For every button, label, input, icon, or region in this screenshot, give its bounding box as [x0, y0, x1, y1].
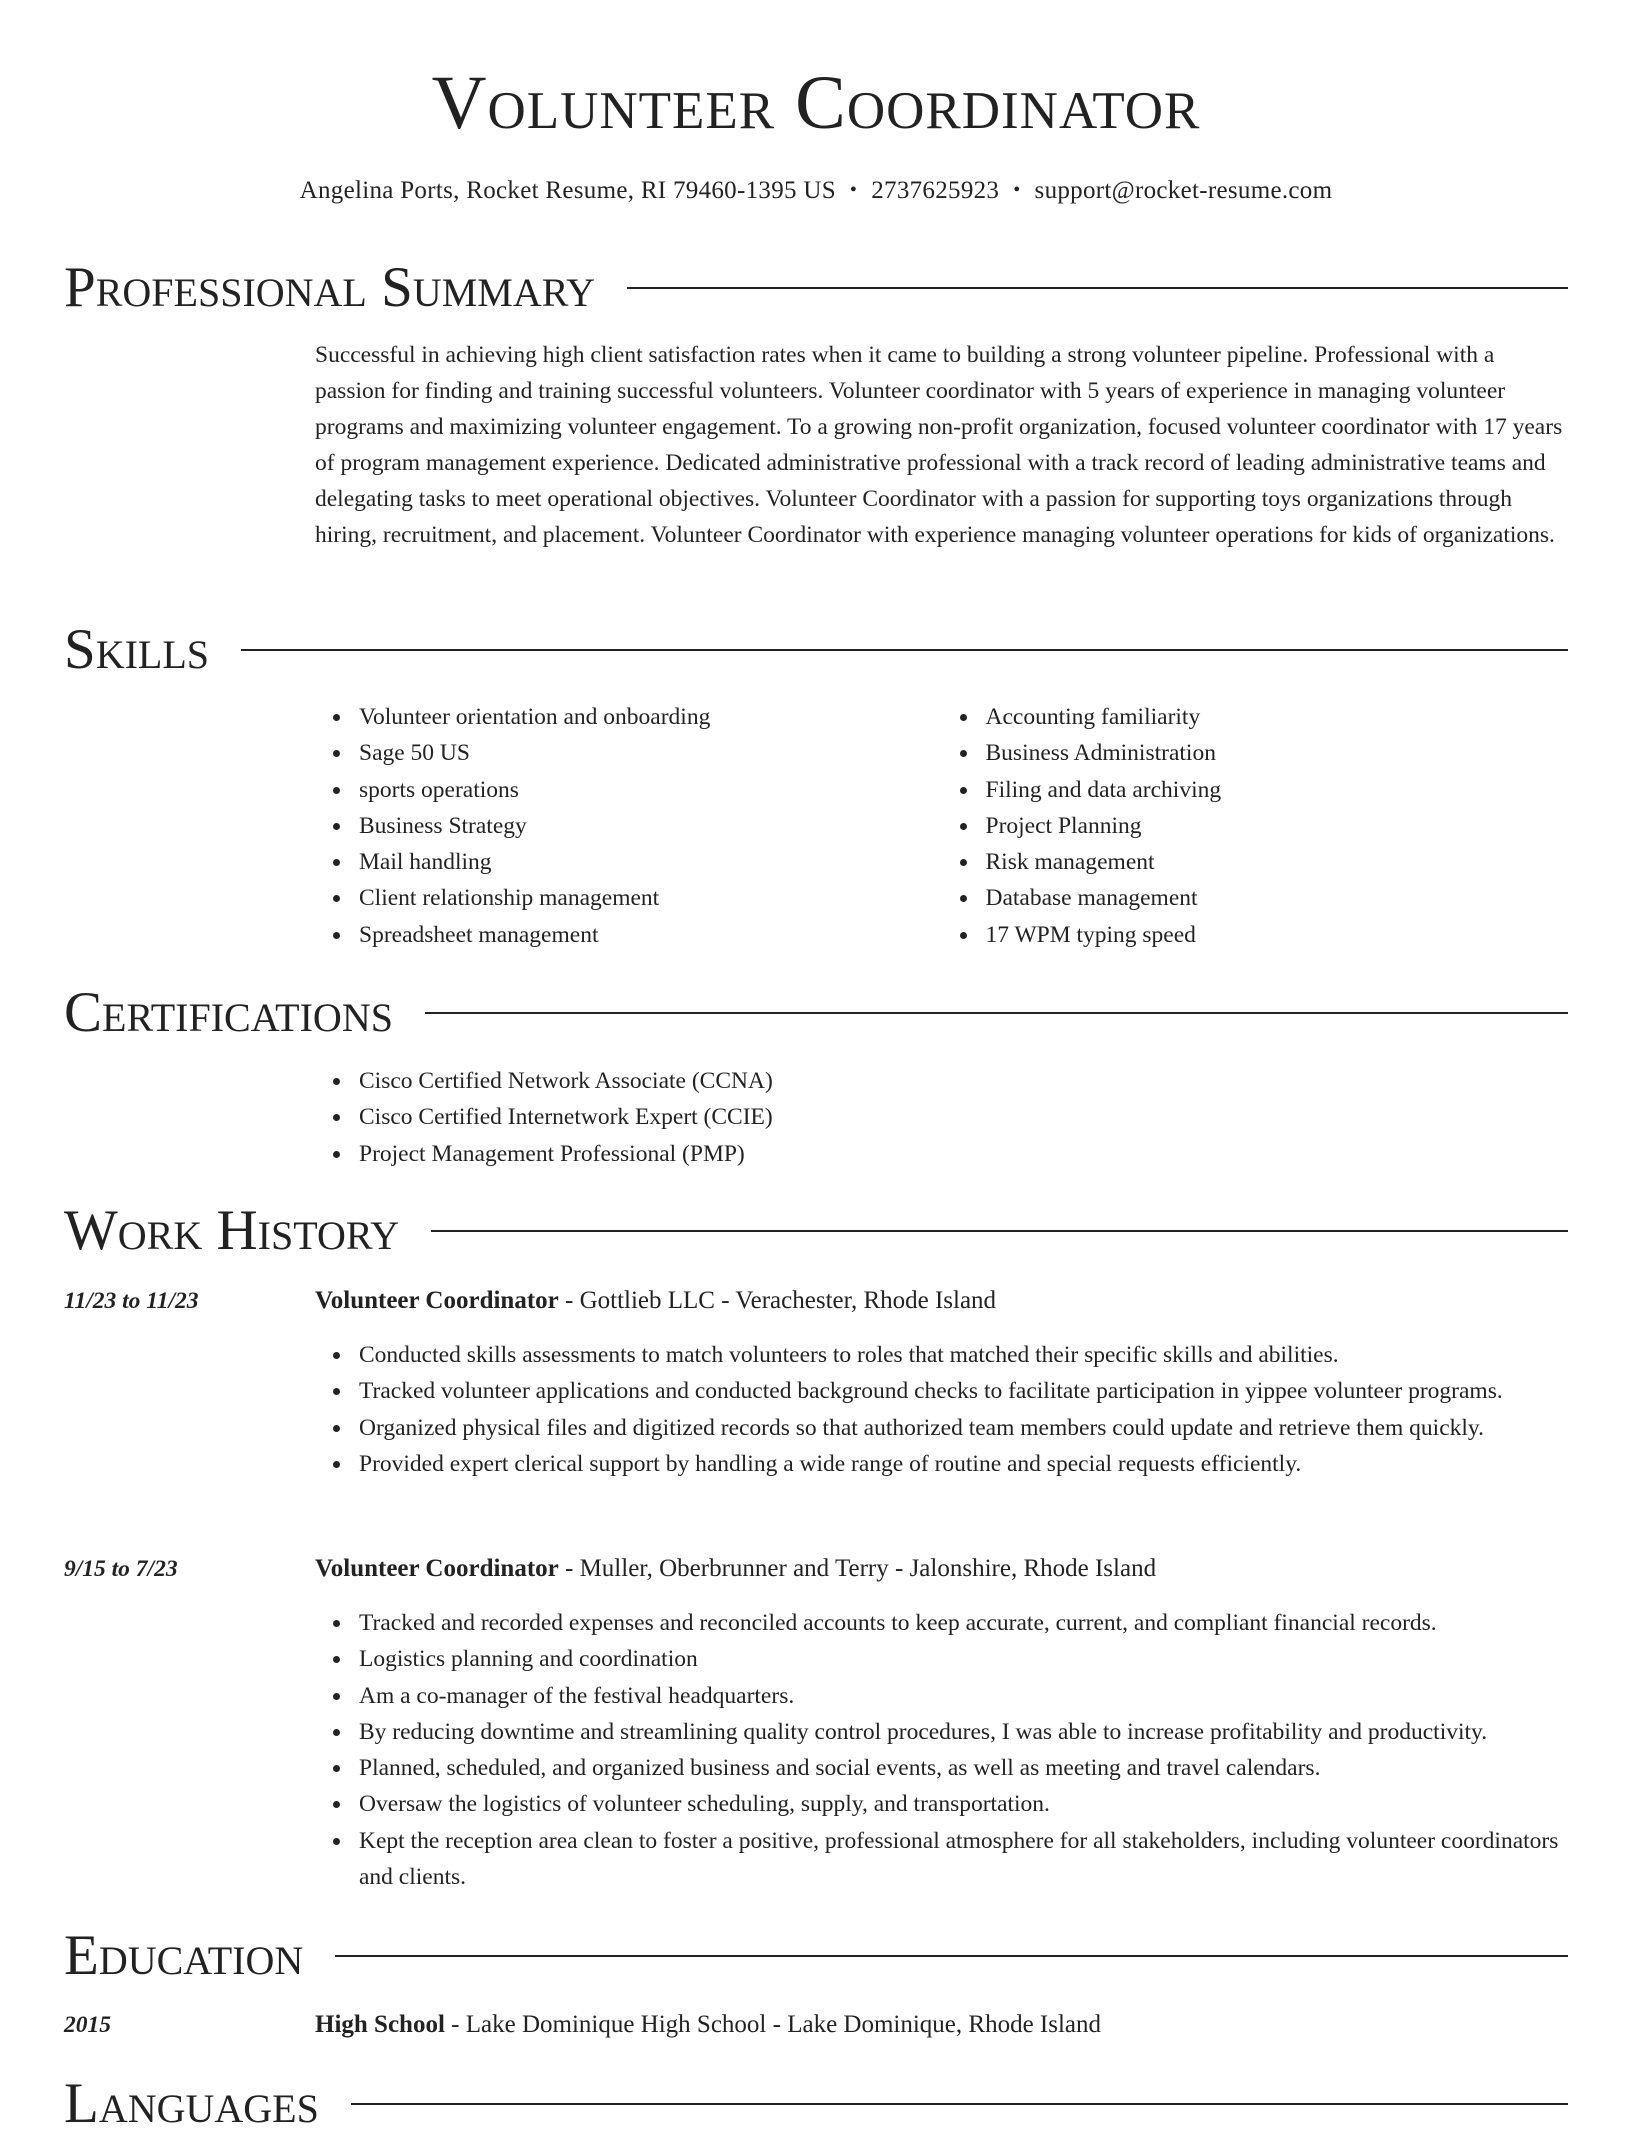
skill-item: Spreadsheet management: [359, 917, 942, 953]
job-bullet: Conducted skills assessments to match volunteers to roles that matched their specific skills and abilities.: [359, 1337, 1568, 1373]
skill-item: Business Administration: [986, 735, 1569, 771]
contact-line: [64, 174, 1568, 209]
job-bullet: Oversaw the logistics of volunteer scheduling, supply, and transportation.: [359, 1786, 1568, 1822]
skills-section: [315, 699, 1568, 953]
section-divider: [431, 1230, 1568, 1232]
certification-item: Project Management Professional (PMP): [359, 1136, 1568, 1172]
job-bullet: Am a co-manager of the festival headquarters.: [359, 1678, 1568, 1714]
job-bullet: Provided expert clerical support by handling a wide range of routine and special requests efficiently.: [359, 1446, 1568, 1482]
section-divider: [627, 287, 1568, 289]
section-title: Work History: [64, 1199, 400, 1262]
section-divider: [335, 1955, 1568, 1957]
skill-item: Client relationship management: [359, 880, 942, 916]
job-bullet: By reducing downtime and streamlining quality control procedures, I was able to increase profitability and productivity.: [359, 1714, 1568, 1750]
contact-separator: •: [1013, 179, 1021, 201]
summary-text: Successful in achieving high client satisfaction rates when it came to building a strong volunteer pipeline. Professional with a passion for finding and training successful volunteers. Volunteer coordinator with 5 years of experience in managing volunteer programs and maximizing volunteer engagement. To a growing non-profit organization, focused volunteer coordinator with 17 years of program management experience. Dedicated administrative professional with a track record of leading administrative teams and delegating tasks to meet operational objectives. Volunteer Coordinator with a passion for supporting toys organizations through hiring, recruitment, and placement. Volunteer Coordinator with experience managing volunteer operations for kids of organizations.: [315, 342, 1563, 548]
summary-section: [315, 337, 1568, 553]
job-bullet: Logistics planning and coordination: [359, 1641, 1568, 1677]
job-title-line: [315, 1551, 1568, 1587]
section-title: Professional Summary: [64, 256, 596, 319]
job-role: Volunteer Coordinator: [315, 1555, 559, 1582]
job-details: - Muller, Oberbrunner and Terry - Jalonshire, Rhode Island: [558, 1555, 1157, 1582]
section-divider: [241, 649, 1568, 651]
work-section-header: [64, 1199, 1568, 1263]
contact-email: support@rocket-resume.com: [1034, 177, 1333, 204]
job-bullets: [315, 1337, 1568, 1482]
job-title-line: [315, 1283, 1568, 1319]
skill-item: Accounting familiarity: [986, 699, 1569, 735]
skill-item: Project Planning: [986, 808, 1569, 844]
certification-item: Cisco Certified Network Associate (CCNA): [359, 1063, 1568, 1099]
skill-item: Mail handling: [359, 844, 942, 880]
education-degree: High School: [315, 2011, 445, 2038]
job-bullet: Planned, scheduled, and organized business and social events, as well as meeting and travel calendars.: [359, 1750, 1568, 1786]
education-section-header: [64, 1924, 1568, 1988]
skill-item: Database management: [986, 880, 1569, 916]
skills-list-right: [942, 699, 1569, 953]
section-title: Education: [64, 1924, 304, 1987]
education-entry: [315, 2007, 1568, 2043]
section-divider: [351, 2103, 1568, 2105]
section-title: Languages: [64, 2072, 319, 2135]
job-bullets: [315, 1605, 1568, 1895]
resume-name: Volunteer Coordinator: [431, 61, 1201, 145]
job-role: Volunteer Coordinator: [315, 1287, 559, 1314]
skill-item: Business Strategy: [359, 808, 942, 844]
skill-item: sports operations: [359, 772, 942, 808]
job-dates: 9/15 to 7/23: [64, 1556, 178, 1582]
job-dates: 11/23 to 11/23: [64, 1288, 199, 1314]
job-details: - Gottlieb LLC - Verachester, Rhode Island: [558, 1287, 997, 1314]
skill-item: Sage 50 US: [359, 735, 942, 771]
skills-list-left: [315, 699, 942, 953]
section-title: Skills: [64, 618, 210, 681]
certifications-section-header: [64, 981, 1568, 1045]
certifications-section: [315, 1063, 1568, 1172]
contact-address: Angelina Ports, Rocket Resume, RI 79460-1395 US: [299, 177, 836, 204]
job-bullet: Tracked volunteer applications and conducted background checks to facilitate participation in yippee volunteer programs.: [359, 1373, 1568, 1409]
job-bullet: Organized physical files and digitized records so that authorized team members could update and retrieve them quickly.: [359, 1410, 1568, 1446]
skill-item: 17 WPM typing speed: [986, 917, 1569, 953]
education-details: - Lake Dominique High School - Lake Dominique, Rhode Island: [444, 2011, 1102, 2038]
languages-section-header: [64, 2072, 1568, 2136]
skill-item: Filing and data archiving: [986, 772, 1569, 808]
certification-item: Cisco Certified Internetwork Expert (CCIE): [359, 1099, 1568, 1135]
certifications-list: [315, 1063, 1568, 1172]
job-entry: [315, 1551, 1568, 1895]
summary-section-header: [64, 256, 1568, 320]
education-year: 2015: [64, 2012, 111, 2038]
job-entry: [315, 1283, 1568, 1482]
job-bullet: Tracked and recorded expenses and reconciled accounts to keep accurate, current, and compliant financial records.: [359, 1605, 1568, 1641]
section-divider: [425, 1012, 1568, 1014]
contact-phone: 2737625923: [871, 177, 1000, 204]
job-bullet: Kept the reception area clean to foster a positive, professional atmosphere for all stakeholders, including volunteer coordinators and clients.: [359, 1823, 1568, 1896]
skill-item: Volunteer orientation and onboarding: [359, 699, 942, 735]
skill-item: Risk management: [986, 844, 1569, 880]
skills-section-header: [64, 618, 1568, 682]
contact-separator: •: [849, 179, 858, 201]
education-line: [315, 2007, 1568, 2043]
section-title: Certifications: [64, 981, 393, 1044]
